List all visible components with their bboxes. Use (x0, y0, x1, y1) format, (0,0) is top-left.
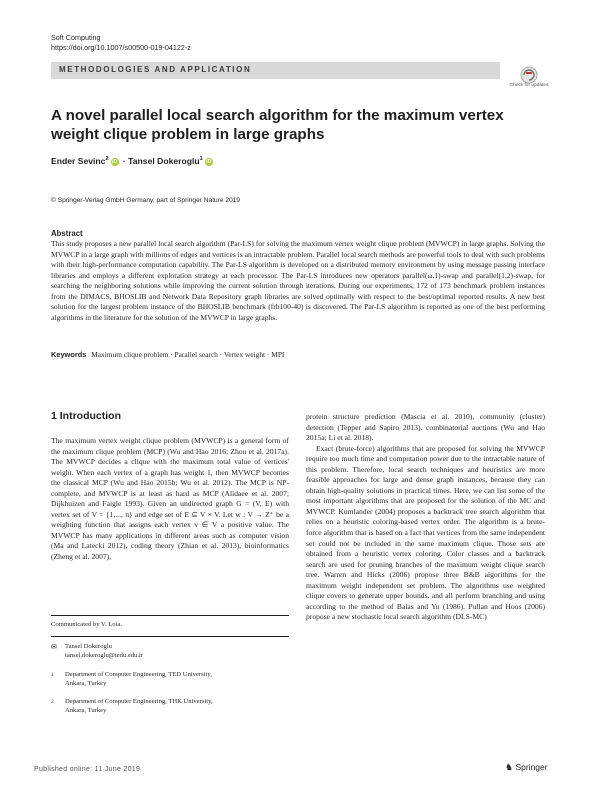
orcid-icon[interactable]: iD (112, 158, 118, 165)
author-name[interactable]: Tansel Dokeroglu (128, 156, 200, 166)
author-affiliation-sup: 1 (199, 156, 203, 163)
paragraph: Exact (brute-force) algorithms that are proposed for solving the MVWCP require too much time and computation power due to the intractable nature of this problem. Therefore, local search techniques and heuristics are more feasible approaches for large and dense graph instances, because they can obtain high-quality solutions in practical times. Here, we can list some of the most important algorithms that are proposed for the solution of the MC and MVWCP. Kumlander (2004) proposes a backtrack tree search algorithm that relies on a heuristic coloring-based vertex order. The algorithm is a brute-force algorithm that is based on a fact that vertices from the same independent set could not be included in the same maximum clique. Those sets are obtained from a heuristic vertex coloring. Color classes and a backtrack search are used for pruning branches of the maximum weight clique search tree. Warren and Hicks (2006) propose three B&B algorithms for the maximum weight independent set problem. The algorithms use weighted clique covers to generate upper bounds, and all perform branching and using according to the method of Balas and Yu (1986). Pullan and Hoos (2006) propose a new stochastic local search algorithm (DLS-MC) (306, 443, 545, 622)
check-updates-label[interactable]: Check for updates (509, 83, 549, 88)
publisher-name: Springer (515, 762, 548, 772)
envelope-icon: ✉ (51, 643, 57, 651)
doi-link[interactable]: https://doi.org/10.1007/s00500-019-04122-z (51, 43, 191, 52)
check-for-updates-badge[interactable] (509, 66, 549, 96)
journal-name: Soft Computing (51, 33, 101, 42)
affiliation-text: Department of Computer Engineering, THK University, Ankara, Turkey (65, 698, 213, 714)
communicated-note: Communicated by V. Loia. (51, 621, 122, 628)
author-affiliation-sup: 2 (105, 156, 109, 163)
abstract-heading: Abstract (51, 229, 83, 238)
banner-label: METHODOLOGIES AND APPLICATION (59, 65, 252, 74)
journal-header (51, 33, 191, 53)
footnote-divider (51, 615, 289, 616)
keywords-text: Maximum clique problem · Parallel search · Vertex weight · MPI (91, 350, 285, 359)
section-banner (51, 62, 500, 79)
corresponding-name: Tansel Dokeroglu (65, 643, 112, 650)
section-heading: 1 Introduction (51, 410, 121, 422)
author-list (51, 156, 215, 166)
orcid-icon[interactable]: iD (206, 158, 212, 165)
keywords-label: Keywords (51, 350, 87, 359)
corresponding-email[interactable]: tansel.dokeroglu@tedu.edu.tr (65, 651, 144, 659)
intro-right-column (306, 412, 545, 623)
author-name[interactable]: Ender Sevinc (51, 156, 106, 166)
paragraph: protein structure prediction (Mascia et al. 2010), community (cluster) detection (Tepper and Sapiro 2013), combinatorial auctions (Wu and Hao 2015a; Li et al. 2018). (306, 412, 545, 443)
footnote-divider (51, 636, 289, 637)
affiliation-2 (51, 698, 289, 715)
springer-horse-icon: ♞ (505, 762, 514, 772)
affiliation-number: 1 (51, 672, 54, 678)
copyright-notice: © Springer-Verlag GmbH Germany, part of Springer Nature 2019 (51, 197, 241, 204)
affiliation-text: Department of Computer Engineering, TED University, Ankara, Turkey (65, 671, 212, 687)
published-date: Published online: 11 June 2019 (34, 766, 141, 773)
corresponding-author (51, 643, 289, 660)
check-updates-icon (509, 66, 549, 84)
affiliation-number: 2 (51, 699, 54, 705)
abstract-text: This study proposes a new parallel local search algorithm (Par-LS) for solving the maximum vertex weight clique problem (MVWCP) in large graphs. Solving the MVWCP in a large graph with millions of edges and vertices is an intractable problem. Parallel local search methods are powerful tools to deal with such problems with their high-performance computation capability. The Par-LS algorithm is developed on a distributed memory environment by using message passing interface libraries and employs a different exploration strategy at each processor. The Par-LS introduces new operators parallel(ω,1)-swap and parallel(1,2)-swap, for searching the neighboring solutions while improving the current solution through iterations. During our experiments, 172 of 173 benchmark problem instances from the DIMACS, BHOSLIB and Network Data Repository graph libraries are solved optimally with respect to the best/optimal reported results. A new best solution for the largest problem instance of the BHOSLIB benchmark (frb100-40) is discovered. The Par-LS algorithm is reported as one of the best performing algorithms in the literature for the solution of the MVWCP in large graphs. (51, 239, 545, 322)
publisher-logo (505, 762, 548, 773)
author-separator: · (122, 156, 126, 166)
affiliation-1 (51, 671, 289, 688)
keywords-line (51, 350, 284, 359)
intro-left-column: The maximum vertex weight clique problem (MVWCP) is a general form of the maximum clique problem (MCP) (Wu and Hao 2016; Zhou et al. 2017a). The MVWCP decides a clique with the maximum total value of vertices' weight. When each vertex of a graph has weight 1, then MVWCP becomes the classical MCP (Wu and Hao 2015b; Wu et al. 2012). The MCP is NP-complete, and MVWCP is at least as hard as MCP (Alidaee et al. 2007; Dijkhuizen and Faigle 1993). Given an undirected graph G = (V, E) with vertex set of V = {1,..., n} and edge set of E ⊆ V × V. Let w : V → Z⁺ be a weighting function that assigns each vertex v ∈ V a positive value. The MVWCP has many applications in different areas such as computer vision (Ma and Latecki 2012), coding theory (Zhian et al. 2013), bioinformatics (Zheng et al. 2007), (51, 436, 289, 562)
article-title: A novel parallel local search algorithm for the maximum vertex weight clique problem in large graphs (51, 107, 504, 143)
